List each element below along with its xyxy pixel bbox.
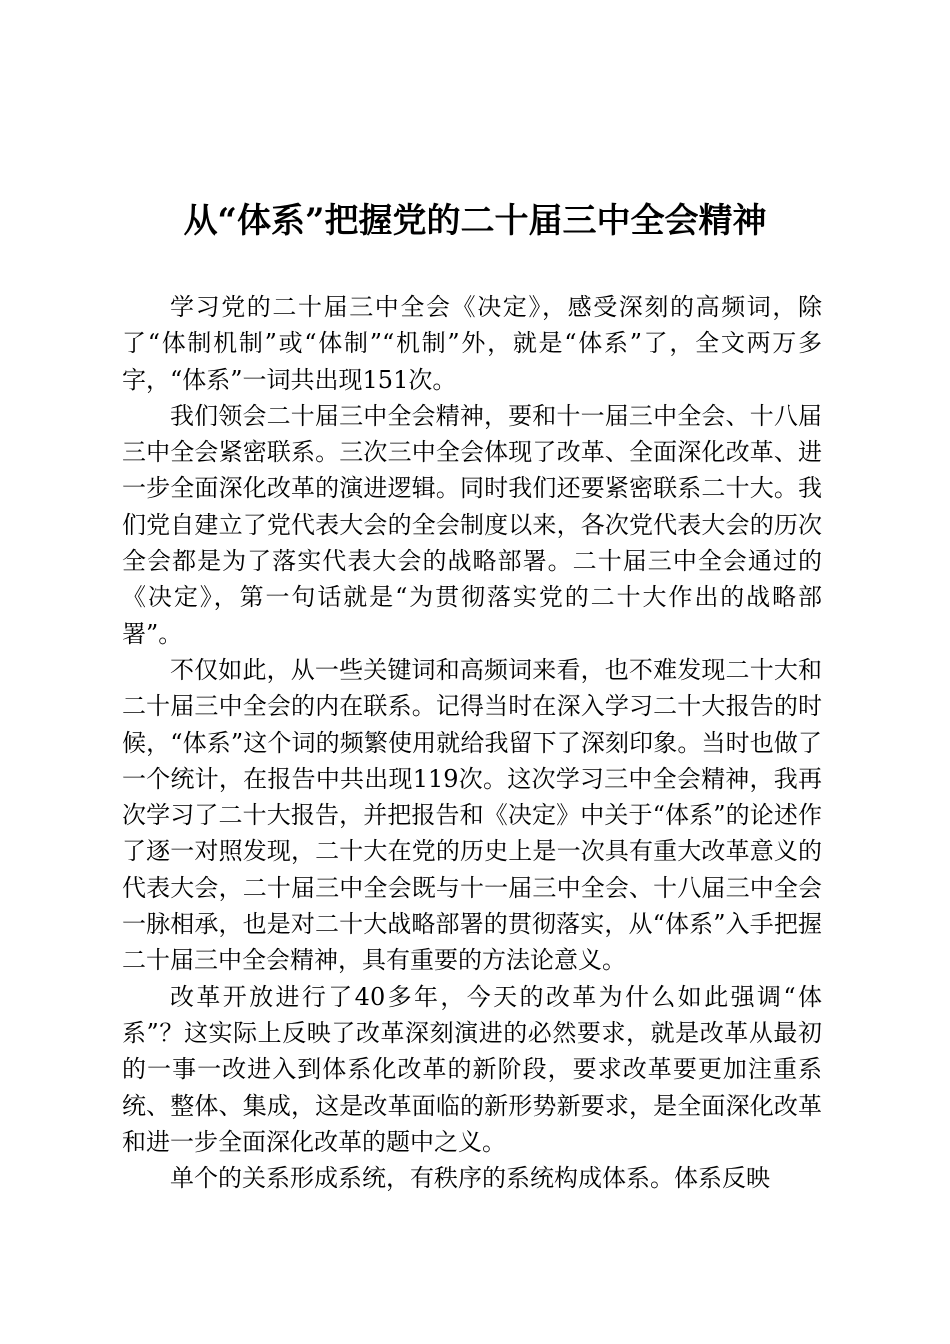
document-title: 从“体系”把握党的二十届三中全会精神 — [183, 201, 767, 241]
paragraph: 学习党的二十届三中全会《决定》，感受深刻的高频词，除了“体制机制”或“体制”“机制”外，就是“体系”了，全文两万多字，“体系”一词共出现151次。 — [122, 293, 822, 394]
paragraph: 我们领会二十届三中全会精神，要和十一届三中全会、十八届三中全会紧密联系。三次三中全会体现了改革、全面深化改革、进一步全面深化改革的演进逻辑。同时我们还要紧密联系二十大。我们党自建立了党代表大会的全会制度以来，各次党代表大会的历次全会都是为了落实代表大会的战略部署。二十届三中全会通过的《决定》，第一句话就是“为贯彻落实党的二十大作出的战略部署”。 — [122, 401, 822, 648]
paragraph: 不仅如此，从一些关键词和高频词来看，也不难发现二十大和二十届三中全会的内在联系。记得当时在深入学习二十大报告的时候，“体系”这个词的频繁使用就给我留下了深刻印象。当时也做了一个统计，在报告中共出现119次。这次学习三中全会精神，我再次学习了二十大报告，并把报告和《决定》中关于“体系”的论述作了逐一对照发现，二十大在党的历史上是一次具有重大改革意义的代表大会，二十届三中全会既与十一届三中全会、十八届三中全会一脉相承，也是对二十大战略部署的贯彻落实，从“体系”入手把握二十届三中全会精神，具有重要的方法论意义。 — [122, 655, 822, 975]
document-body — [122, 289, 822, 1196]
paragraph: 改革开放进行了40多年，今天的改革为什么如此强调“体系”？这实际上反映了改革深刻演进的必然要求，就是改革从最初的一事一改进入到体系化改革的新阶段，要求改革要更加注重系统、整体、集成，这是改革面临的新形势新要求，是全面深化改革和进一步全面深化改革的题中之义。 — [122, 982, 822, 1156]
paragraph: 单个的关系形成系统，有秩序的系统构成体系。体系反映 — [170, 1164, 770, 1193]
